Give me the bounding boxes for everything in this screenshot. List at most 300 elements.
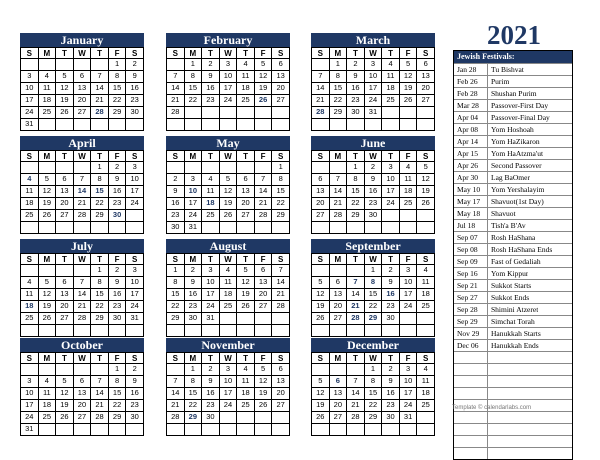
day-cell: 3: [126, 162, 144, 174]
empty-day-cell: [399, 325, 417, 337]
empty-day-cell: [108, 222, 126, 234]
day-cell: 21: [347, 400, 365, 412]
day-cell: 26: [399, 95, 417, 107]
day-cell: 7: [167, 376, 185, 388]
day-cell: 22: [108, 400, 126, 412]
empty-day-cell: [167, 59, 185, 71]
day-cell: 26: [219, 210, 237, 222]
day-cell: 8: [167, 277, 185, 289]
weekday-header: T: [56, 353, 74, 364]
day-cell: 27: [329, 412, 347, 424]
day-cell: 24: [219, 95, 237, 107]
day-cell: 17: [364, 83, 382, 95]
festival-date: Sep 27: [454, 292, 488, 303]
day-cell: 7: [272, 265, 290, 277]
empty-day-cell: [38, 222, 56, 234]
day-cell: 5: [56, 71, 74, 83]
weekday-header: M: [38, 353, 56, 364]
empty-day-cell: [184, 107, 202, 119]
day-cell: 3: [126, 265, 144, 277]
day-cell: 2: [126, 364, 144, 376]
festival-name: Passover-Final Day: [491, 113, 550, 122]
day-cell: 10: [21, 388, 39, 400]
day-cell: 8: [364, 277, 382, 289]
festival-date: Apr 04: [454, 112, 488, 123]
day-cell: 23: [382, 400, 400, 412]
day-cell: 8: [272, 174, 290, 186]
day-cell: 25: [382, 95, 400, 107]
weekday-header: T: [237, 151, 255, 162]
month-january: [20, 33, 144, 131]
month-july: [20, 239, 144, 337]
day-cell: 22: [364, 400, 382, 412]
day-cell: 6: [73, 71, 91, 83]
day-cell: 9: [167, 186, 185, 198]
day-cell: 1: [347, 162, 365, 174]
festival-date: [454, 436, 488, 447]
weekday-header: T: [347, 151, 365, 162]
festival-date: [454, 388, 488, 399]
day-cell: 26: [237, 301, 255, 313]
day-cell: 26: [254, 400, 272, 412]
empty-day-cell: [382, 107, 400, 119]
day-cell: 23: [382, 301, 400, 313]
empty-day-cell: [21, 59, 39, 71]
empty-day-cell: [237, 222, 255, 234]
day-cell: 3: [21, 376, 39, 388]
weekday-header: S: [126, 254, 144, 265]
day-cell: 4: [237, 59, 255, 71]
day-cell: 27: [329, 313, 347, 325]
day-cell: 12: [219, 186, 237, 198]
weekday-header: M: [184, 48, 202, 59]
day-cell: 6: [329, 277, 347, 289]
day-cell: 14: [312, 83, 330, 95]
jewish-festivals-panel: [453, 50, 573, 460]
day-cell: 18: [399, 186, 417, 198]
day-cell: 13: [73, 388, 91, 400]
empty-day-cell: [202, 162, 220, 174]
empty-day-cell: [91, 119, 109, 131]
day-cell: 26: [312, 313, 330, 325]
empty-day-cell: [382, 210, 400, 222]
empty-day-cell: [56, 424, 74, 436]
day-cell: 7: [91, 71, 109, 83]
day-cell: 25: [21, 313, 39, 325]
day-cell: 6: [272, 364, 290, 376]
festival-name: [488, 436, 491, 447]
empty-day-cell: [347, 119, 365, 131]
day-cell: 29: [329, 107, 347, 119]
empty-day-cell: [254, 107, 272, 119]
weekday-header: M: [184, 353, 202, 364]
weekday-header: S: [167, 151, 185, 162]
festival-date: Apr 08: [454, 124, 488, 135]
day-cell: 30: [126, 412, 144, 424]
day-cell: 17: [382, 186, 400, 198]
festival-name: Rosh HaShana: [491, 233, 536, 242]
month-title: April: [20, 136, 144, 150]
empty-day-cell: [21, 162, 39, 174]
day-cell: 7: [347, 376, 365, 388]
festival-row: [454, 99, 572, 111]
day-cell: 27: [73, 412, 91, 424]
day-cell: 5: [237, 265, 255, 277]
day-cell: 28: [73, 210, 91, 222]
empty-day-cell: [417, 210, 435, 222]
festival-date: Feb 28: [454, 88, 488, 99]
day-cell: 7: [73, 277, 91, 289]
day-cell: 14: [272, 277, 290, 289]
day-cell: 14: [347, 289, 365, 301]
weekday-header: M: [184, 151, 202, 162]
weekday-header: W: [73, 254, 91, 265]
day-cell: 15: [364, 388, 382, 400]
empty-day-cell: [73, 162, 91, 174]
day-cell: 11: [38, 388, 56, 400]
day-cell: 24: [21, 107, 39, 119]
festival-date: May 10: [454, 184, 488, 195]
month-title: October: [20, 338, 144, 352]
month-title: March: [311, 33, 435, 47]
festival-row: [454, 267, 572, 279]
day-cell: 13: [417, 71, 435, 83]
day-cell: 30: [382, 313, 400, 325]
day-cell: 5: [254, 364, 272, 376]
day-cell: 13: [329, 289, 347, 301]
empty-day-cell: [73, 119, 91, 131]
day-cell: 7: [347, 277, 365, 289]
day-cell: 22: [184, 400, 202, 412]
day-cell: 28: [167, 412, 185, 424]
festival-row: [454, 195, 572, 207]
day-cell: 15: [108, 388, 126, 400]
day-cell: 2: [364, 162, 382, 174]
festival-row: [454, 423, 572, 435]
empty-day-cell: [329, 424, 347, 436]
day-cell: 12: [38, 186, 56, 198]
festival-name: [488, 412, 491, 423]
empty-day-cell: [56, 325, 74, 337]
empty-day-cell: [237, 119, 255, 131]
day-cell: 6: [417, 59, 435, 71]
empty-day-cell: [56, 265, 74, 277]
empty-day-cell: [254, 412, 272, 424]
festival-name: Yom Hoshoah: [491, 125, 534, 134]
festival-date: Jul 18: [454, 220, 488, 231]
day-cell: 4: [382, 59, 400, 71]
day-cell: 16: [202, 388, 220, 400]
day-cell: 18: [417, 388, 435, 400]
day-cell: 25: [21, 210, 39, 222]
day-cell: 10: [219, 376, 237, 388]
day-cell: 16: [347, 83, 365, 95]
day-cell: 11: [21, 186, 39, 198]
day-cell: 24: [21, 412, 39, 424]
weekday-header: T: [237, 353, 255, 364]
day-cell: 11: [38, 83, 56, 95]
festival-name: Shimini Atzeret: [491, 305, 539, 314]
day-cell: 6: [237, 174, 255, 186]
day-cell: 27: [254, 301, 272, 313]
empty-day-cell: [312, 119, 330, 131]
credit-text: Template © calendarlabs.com: [452, 405, 532, 411]
festival-name: [488, 388, 491, 399]
festival-name: Yom Yershalayim: [491, 185, 545, 194]
empty-day-cell: [219, 325, 237, 337]
empty-day-cell: [56, 222, 74, 234]
festival-row: [454, 219, 572, 231]
weekday-header: W: [219, 151, 237, 162]
empty-day-cell: [312, 364, 330, 376]
day-cell: 1: [91, 265, 109, 277]
day-cell: 21: [347, 301, 365, 313]
weekday-header: S: [21, 254, 39, 265]
day-cell: 11: [21, 289, 39, 301]
day-cell: 1: [108, 364, 126, 376]
day-cell: 27: [56, 313, 74, 325]
day-cell: 2: [184, 265, 202, 277]
festival-name: [488, 352, 491, 363]
day-cell: 26: [56, 107, 74, 119]
day-cell: 27: [73, 107, 91, 119]
empty-day-cell: [126, 424, 144, 436]
day-cell: 5: [254, 59, 272, 71]
weekday-header: F: [399, 151, 417, 162]
day-cell: 14: [254, 186, 272, 198]
empty-day-cell: [108, 119, 126, 131]
empty-day-cell: [312, 424, 330, 436]
empty-day-cell: [399, 424, 417, 436]
day-cell: 14: [167, 83, 185, 95]
festival-row: [454, 279, 572, 291]
empty-day-cell: [417, 222, 435, 234]
weekday-header: W: [73, 151, 91, 162]
festival-date: May 18: [454, 208, 488, 219]
empty-day-cell: [73, 424, 91, 436]
day-cell: 21: [91, 400, 109, 412]
day-cell: 7: [312, 71, 330, 83]
day-cell: 29: [91, 210, 109, 222]
day-cell: 13: [56, 289, 74, 301]
empty-day-cell: [202, 107, 220, 119]
day-cell: 25: [38, 412, 56, 424]
day-cell: 5: [38, 174, 56, 186]
day-cell: 14: [329, 186, 347, 198]
day-cell: 17: [219, 83, 237, 95]
month-title: May: [166, 136, 290, 150]
day-cell: 29: [108, 412, 126, 424]
weekday-header: W: [364, 254, 382, 265]
day-cell: 4: [237, 364, 255, 376]
day-cell: 4: [38, 71, 56, 83]
empty-day-cell: [38, 265, 56, 277]
day-cell: 21: [167, 400, 185, 412]
day-cell: 10: [399, 277, 417, 289]
day-cell: 31: [399, 412, 417, 424]
empty-day-cell: [167, 119, 185, 131]
day-cell: 20: [329, 400, 347, 412]
empty-day-cell: [38, 325, 56, 337]
empty-day-cell: [312, 59, 330, 71]
festival-date: [454, 412, 488, 423]
day-cell: 13: [56, 186, 74, 198]
empty-day-cell: [126, 222, 144, 234]
day-cell: 2: [126, 59, 144, 71]
day-cell: 31: [184, 222, 202, 234]
empty-day-cell: [347, 265, 365, 277]
day-cell: 28: [73, 313, 91, 325]
festival-row: [454, 291, 572, 303]
day-cell: 16: [382, 289, 400, 301]
month-title: August: [166, 239, 290, 253]
day-cell: 9: [126, 71, 144, 83]
empty-day-cell: [202, 325, 220, 337]
empty-day-cell: [329, 119, 347, 131]
empty-day-cell: [347, 424, 365, 436]
day-cell: 12: [254, 376, 272, 388]
day-cell: 8: [91, 174, 109, 186]
empty-day-cell: [382, 325, 400, 337]
empty-day-cell: [347, 325, 365, 337]
festival-row: [454, 375, 572, 387]
empty-day-cell: [219, 119, 237, 131]
day-cell: 19: [219, 198, 237, 210]
empty-day-cell: [21, 222, 39, 234]
day-cell: 3: [202, 265, 220, 277]
festival-row: [454, 63, 572, 75]
weekday-header: T: [202, 48, 220, 59]
day-cell: 4: [38, 376, 56, 388]
day-cell: 1: [91, 162, 109, 174]
day-cell: 29: [364, 313, 382, 325]
empty-day-cell: [73, 265, 91, 277]
day-cell: 24: [202, 301, 220, 313]
festival-row: [454, 303, 572, 315]
empty-day-cell: [347, 222, 365, 234]
month-november: [166, 338, 290, 436]
day-cell: 11: [237, 376, 255, 388]
festival-row: [454, 231, 572, 243]
day-cell: 29: [108, 107, 126, 119]
festival-row: [454, 147, 572, 159]
day-cell: 10: [21, 83, 39, 95]
day-cell: 20: [329, 301, 347, 313]
empty-day-cell: [272, 412, 290, 424]
day-cell: 15: [184, 83, 202, 95]
day-cell: 11: [202, 186, 220, 198]
empty-day-cell: [237, 424, 255, 436]
festival-name: Simchat Torah: [491, 317, 535, 326]
empty-day-cell: [167, 364, 185, 376]
day-cell: 23: [108, 301, 126, 313]
weekday-header: S: [417, 151, 435, 162]
festival-name: Shushan Purim: [491, 89, 537, 98]
weekday-header: S: [312, 254, 330, 265]
weekday-header: T: [202, 254, 220, 265]
day-cell: 28: [347, 313, 365, 325]
empty-day-cell: [382, 119, 400, 131]
day-cell: 5: [219, 174, 237, 186]
festival-name: Second Passover: [491, 161, 542, 170]
day-cell: 10: [219, 71, 237, 83]
weekday-header: S: [272, 254, 290, 265]
empty-day-cell: [329, 325, 347, 337]
day-cell: 9: [108, 277, 126, 289]
day-cell: 7: [73, 174, 91, 186]
weekday-header: S: [417, 254, 435, 265]
weekday-header: S: [126, 353, 144, 364]
festival-date: Feb 26: [454, 76, 488, 87]
festival-row: [454, 351, 572, 363]
day-cell: 5: [399, 59, 417, 71]
empty-day-cell: [272, 222, 290, 234]
weekday-header: T: [382, 151, 400, 162]
day-cell: 18: [21, 198, 39, 210]
day-cell: 7: [329, 174, 347, 186]
day-cell: 2: [108, 265, 126, 277]
day-cell: 9: [202, 71, 220, 83]
day-cell: 30: [108, 210, 126, 222]
festival-name: Rosh HaShana Ends: [491, 245, 553, 254]
weekday-header: S: [21, 151, 39, 162]
day-cell: 3: [219, 59, 237, 71]
day-cell: 1: [184, 364, 202, 376]
day-cell: 18: [417, 289, 435, 301]
day-cell: 30: [364, 210, 382, 222]
festival-row: [454, 411, 572, 423]
day-cell: 17: [399, 289, 417, 301]
day-cell: 8: [91, 277, 109, 289]
day-cell: 31: [364, 107, 382, 119]
day-cell: 8: [108, 376, 126, 388]
weekday-header: F: [399, 254, 417, 265]
day-cell: 11: [219, 277, 237, 289]
weekday-header: F: [108, 151, 126, 162]
day-cell: 19: [38, 198, 56, 210]
day-cell: 19: [417, 186, 435, 198]
empty-day-cell: [417, 107, 435, 119]
day-cell: 16: [382, 388, 400, 400]
day-cell: 6: [312, 174, 330, 186]
festival-name: [488, 376, 491, 387]
day-cell: 20: [73, 95, 91, 107]
day-cell: 4: [21, 174, 39, 186]
day-cell: 28: [91, 412, 109, 424]
day-cell: 30: [347, 107, 365, 119]
festival-row: [454, 207, 572, 219]
empty-day-cell: [382, 424, 400, 436]
weekday-header: S: [21, 48, 39, 59]
day-cell: 30: [202, 412, 220, 424]
empty-day-cell: [73, 364, 91, 376]
festival-date: Sep 29: [454, 316, 488, 327]
day-cell: 6: [254, 265, 272, 277]
weekday-header: M: [184, 254, 202, 265]
weekday-header: S: [272, 353, 290, 364]
day-cell: 2: [202, 364, 220, 376]
weekday-header: F: [108, 254, 126, 265]
day-cell: 26: [38, 210, 56, 222]
day-cell: 17: [202, 289, 220, 301]
empty-day-cell: [254, 313, 272, 325]
weekday-header: S: [272, 151, 290, 162]
festival-date: Nov 29: [454, 328, 488, 339]
day-cell: 1: [329, 59, 347, 71]
day-cell: 8: [347, 174, 365, 186]
day-cell: 25: [417, 400, 435, 412]
day-cell: 21: [329, 198, 347, 210]
